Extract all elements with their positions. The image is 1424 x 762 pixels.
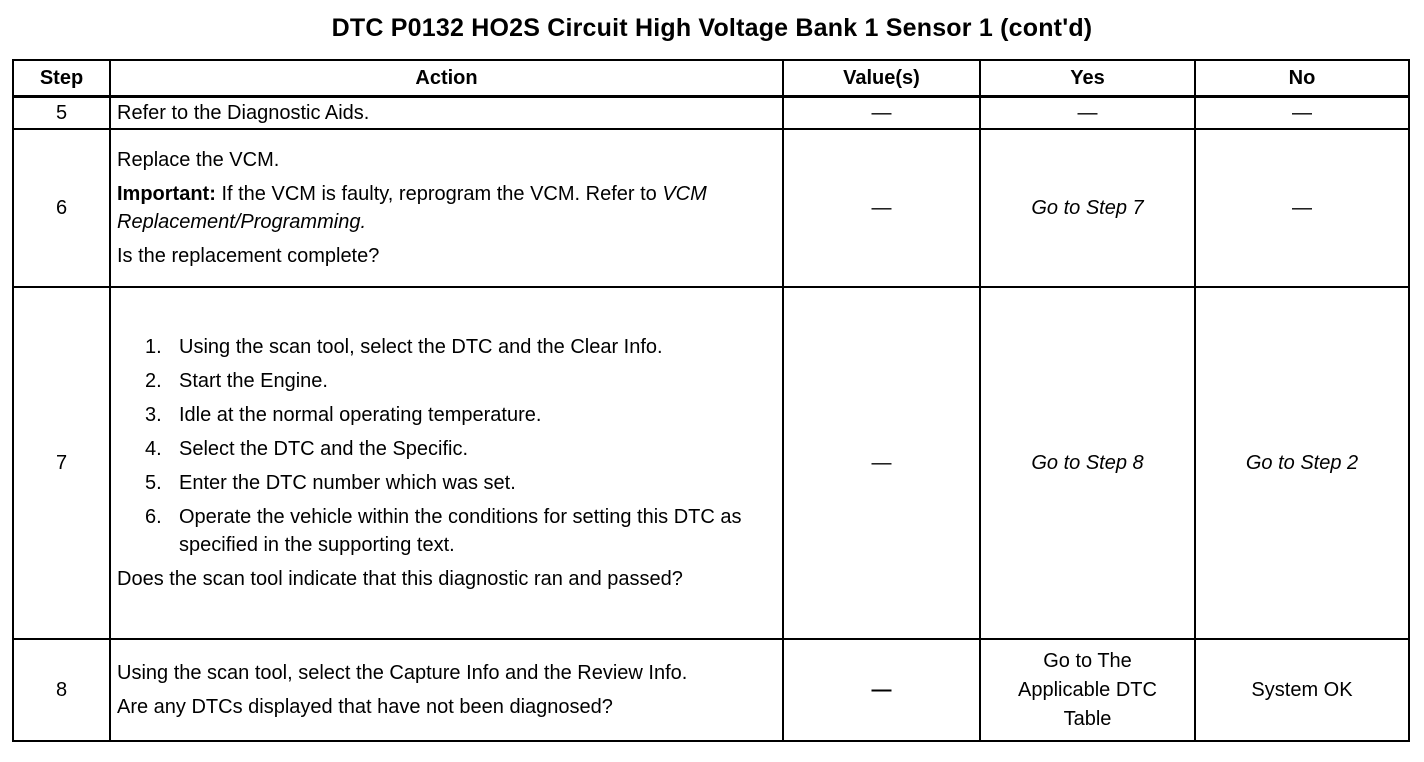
reference-link-text: VCM Replacement/Programming. bbox=[117, 183, 707, 233]
list-item-number: 3. bbox=[145, 404, 162, 426]
no-cell: System OK bbox=[1195, 639, 1409, 741]
list-item bbox=[117, 333, 776, 361]
no-cell: — bbox=[1195, 129, 1409, 287]
list-item-text: Select the DTC and the Specific. bbox=[179, 438, 469, 460]
diagnostic-table bbox=[12, 59, 1410, 742]
value-cell: — bbox=[783, 97, 980, 130]
action-question: Are any DTCs displayed that have not been diagnosed? bbox=[117, 696, 613, 718]
action-cell bbox=[110, 287, 783, 639]
action-line: Using the scan tool, select the Capture Info and the Review Info. bbox=[117, 662, 688, 684]
list-item bbox=[117, 367, 776, 395]
yes-cell: Go to Step 7 bbox=[980, 129, 1195, 287]
list-item-number: 2. bbox=[145, 370, 162, 392]
yes-cell: — bbox=[980, 97, 1195, 130]
header-step: Step bbox=[13, 60, 110, 97]
action-cell: Refer to the Diagnostic Aids. bbox=[110, 97, 783, 130]
step-number: 8 bbox=[13, 639, 110, 741]
header-no: No bbox=[1195, 60, 1409, 97]
value-cell: — bbox=[783, 639, 980, 741]
header-yes: Yes bbox=[980, 60, 1195, 97]
yes-cell: Go to Step 8 bbox=[980, 287, 1195, 639]
table-row bbox=[13, 639, 1409, 741]
action-question: Does the scan tool indicate that this diagnostic ran and passed? bbox=[117, 568, 683, 590]
list-item-number: 1. bbox=[145, 336, 162, 358]
no-cell: Go to Step 2 bbox=[1195, 287, 1409, 639]
action-cell bbox=[110, 639, 783, 741]
table-row bbox=[13, 97, 1409, 130]
step-number: 6 bbox=[13, 129, 110, 287]
list-item-text: Using the scan tool, select the DTC and the Clear Info. bbox=[179, 336, 663, 358]
list-item bbox=[117, 435, 776, 463]
header-values: Value(s) bbox=[783, 60, 980, 97]
list-item-number: 6. bbox=[145, 506, 162, 528]
no-cell: — bbox=[1195, 97, 1409, 130]
value-cell: — bbox=[783, 129, 980, 287]
table-row bbox=[13, 129, 1409, 287]
table-row bbox=[13, 287, 1409, 639]
action-cell bbox=[110, 129, 783, 287]
step-number: 5 bbox=[13, 97, 110, 130]
procedure-steps bbox=[117, 333, 776, 559]
list-item-number: 4. bbox=[145, 438, 162, 460]
important-text: If the VCM is faulty, reprogram the VCM. Refer to bbox=[215, 183, 663, 205]
action-question: Is the replacement complete? bbox=[117, 245, 380, 267]
table-header-row bbox=[13, 60, 1409, 97]
list-item bbox=[117, 503, 776, 559]
list-item-text: Start the Engine. bbox=[179, 370, 328, 392]
value-cell: — bbox=[783, 287, 980, 639]
list-item-number: 5. bbox=[145, 472, 162, 494]
list-item-text: Operate the vehicle within the conditions for setting this DTC as specified in the supporting text. bbox=[179, 506, 742, 556]
list-item bbox=[117, 469, 776, 497]
important-label: Important: bbox=[117, 183, 216, 205]
header-action: Action bbox=[110, 60, 783, 97]
list-item-text: Enter the DTC number which was set. bbox=[179, 472, 516, 494]
yes-cell: Go to The Applicable DTC Table bbox=[980, 639, 1195, 741]
step-number: 7 bbox=[13, 287, 110, 639]
list-item-text: Idle at the normal operating temperature. bbox=[179, 404, 542, 426]
list-item bbox=[117, 401, 776, 429]
page-title: DTC P0132 HO2S Circuit High Voltage Bank 1 Sensor 1 (cont'd) bbox=[331, 14, 1093, 42]
important-note bbox=[117, 180, 776, 236]
action-line: Replace the VCM. bbox=[117, 149, 280, 171]
